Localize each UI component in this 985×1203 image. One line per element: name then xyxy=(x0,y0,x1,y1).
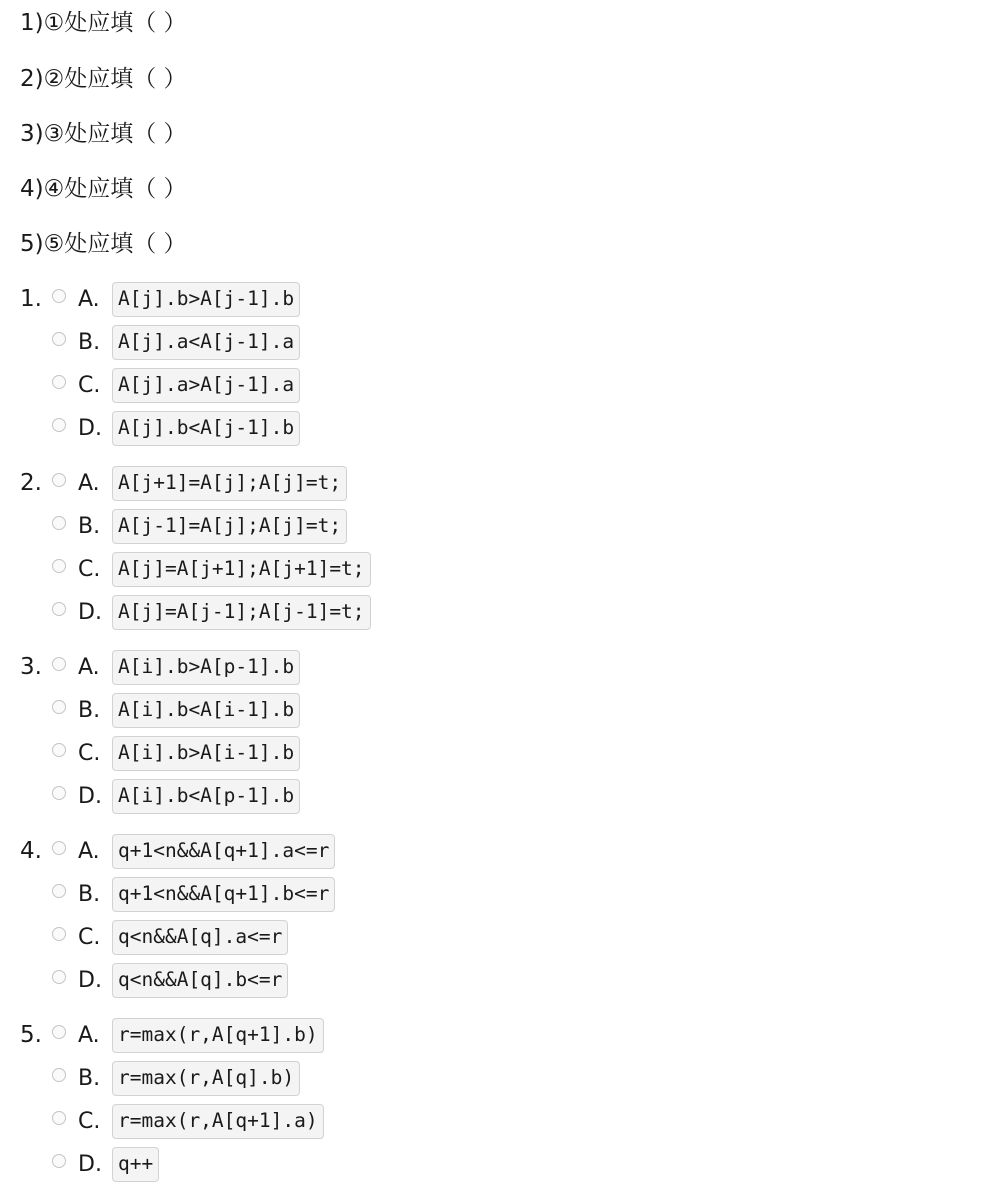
option-letter: D. xyxy=(78,600,102,625)
radio-button[interactable] xyxy=(52,516,66,530)
option-4c[interactable] xyxy=(52,916,288,959)
option-4d[interactable] xyxy=(52,959,288,1002)
option-5c[interactable] xyxy=(52,1100,324,1143)
option-letter: B. xyxy=(78,1066,101,1091)
option-code: q<n&&A[q].b<=r xyxy=(112,963,288,998)
option-2a[interactable] xyxy=(52,462,347,505)
radio-button[interactable] xyxy=(52,927,66,941)
radio-button[interactable] xyxy=(52,841,66,855)
option-1b[interactable] xyxy=(52,321,300,364)
option-code: A[j]=A[j-1];A[j-1]=t; xyxy=(112,595,371,630)
option-4a[interactable] xyxy=(52,830,335,873)
option-letter: B. xyxy=(78,514,101,539)
option-code: q+1<n&&A[q+1].a<=r xyxy=(112,834,335,869)
option-letter: A. xyxy=(78,471,100,496)
option-letter: A. xyxy=(78,1023,100,1048)
option-code: A[i].b<A[i-1].b xyxy=(112,693,300,728)
radio-button[interactable] xyxy=(52,602,66,616)
radio-button[interactable] xyxy=(52,375,66,389)
option-3c[interactable] xyxy=(52,732,300,775)
question-number: 2. xyxy=(20,470,42,496)
radio-button[interactable] xyxy=(52,786,66,800)
radio-button[interactable] xyxy=(52,1025,66,1039)
option-letter: C. xyxy=(78,925,101,950)
option-code: A[i].b<A[p-1].b xyxy=(112,779,300,814)
option-code: A[j].b<A[j-1].b xyxy=(112,411,300,446)
option-letter: C. xyxy=(78,373,101,398)
option-letter: C. xyxy=(78,1109,101,1134)
option-letter: A. xyxy=(78,839,100,864)
question-number: 5. xyxy=(20,1022,42,1048)
option-letter: B. xyxy=(78,330,101,355)
radio-button[interactable] xyxy=(52,1111,66,1125)
option-code: A[j]=A[j+1];A[j+1]=t; xyxy=(112,552,371,587)
radio-button[interactable] xyxy=(52,1154,66,1168)
option-code: A[i].b>A[i-1].b xyxy=(112,736,300,771)
option-code: A[i].b>A[p-1].b xyxy=(112,650,300,685)
option-letter: B. xyxy=(78,882,101,907)
option-2c[interactable] xyxy=(52,548,371,591)
option-code: A[j+1]=A[j];A[j]=t; xyxy=(112,466,347,501)
prompt-list xyxy=(20,0,187,275)
option-code: r=max(r,A[q+1].a) xyxy=(112,1104,324,1139)
option-code: q+1<n&&A[q+1].b<=r xyxy=(112,877,335,912)
option-2b[interactable] xyxy=(52,505,347,548)
prompt-2: 2)②处应填（ ） xyxy=(20,66,187,92)
option-code: r=max(r,A[q].b) xyxy=(112,1061,300,1096)
radio-button[interactable] xyxy=(52,970,66,984)
option-code: A[j].a<A[j-1].a xyxy=(112,325,300,360)
prompt-3: 3)③处应填（ ） xyxy=(20,121,187,147)
option-3a[interactable] xyxy=(52,646,300,689)
option-5d[interactable] xyxy=(52,1143,159,1186)
radio-button[interactable] xyxy=(52,332,66,346)
radio-button[interactable] xyxy=(52,473,66,487)
option-3d[interactable] xyxy=(52,775,300,818)
option-5a[interactable] xyxy=(52,1014,324,1057)
option-letter: D. xyxy=(78,968,102,993)
option-letter: D. xyxy=(78,1152,102,1177)
option-letter: C. xyxy=(78,557,101,582)
option-letter: B. xyxy=(78,698,101,723)
question-number: 3. xyxy=(20,654,42,680)
option-code: A[j-1]=A[j];A[j]=t; xyxy=(112,509,347,544)
radio-button[interactable] xyxy=(52,289,66,303)
option-code: A[j].b>A[j-1].b xyxy=(112,282,300,317)
prompt-4: 4)④处应填（ ） xyxy=(20,176,187,202)
radio-button[interactable] xyxy=(52,418,66,432)
option-1d[interactable] xyxy=(52,407,300,450)
question-number: 1. xyxy=(20,286,42,312)
option-letter: A. xyxy=(78,655,100,680)
radio-button[interactable] xyxy=(52,743,66,757)
option-4b[interactable] xyxy=(52,873,335,916)
option-5b[interactable] xyxy=(52,1057,300,1100)
option-2d[interactable] xyxy=(52,591,371,634)
option-letter: A. xyxy=(78,287,100,312)
option-code: q++ xyxy=(112,1147,159,1182)
radio-button[interactable] xyxy=(52,657,66,671)
radio-button[interactable] xyxy=(52,1068,66,1082)
option-3b[interactable] xyxy=(52,689,300,732)
question-number: 4. xyxy=(20,838,42,864)
radio-button[interactable] xyxy=(52,884,66,898)
option-1a[interactable] xyxy=(52,278,300,321)
radio-button[interactable] xyxy=(52,559,66,573)
prompt-1: 1)①处应填（ ） xyxy=(20,10,187,36)
prompt-5: 5)⑤处应填（ ） xyxy=(20,231,187,257)
option-1c[interactable] xyxy=(52,364,300,407)
radio-button[interactable] xyxy=(52,700,66,714)
option-code: r=max(r,A[q+1].b) xyxy=(112,1018,324,1053)
option-letter: C. xyxy=(78,741,101,766)
option-letter: D. xyxy=(78,416,102,441)
option-code: A[j].a>A[j-1].a xyxy=(112,368,300,403)
option-code: q<n&&A[q].a<=r xyxy=(112,920,288,955)
option-letter: D. xyxy=(78,784,102,809)
